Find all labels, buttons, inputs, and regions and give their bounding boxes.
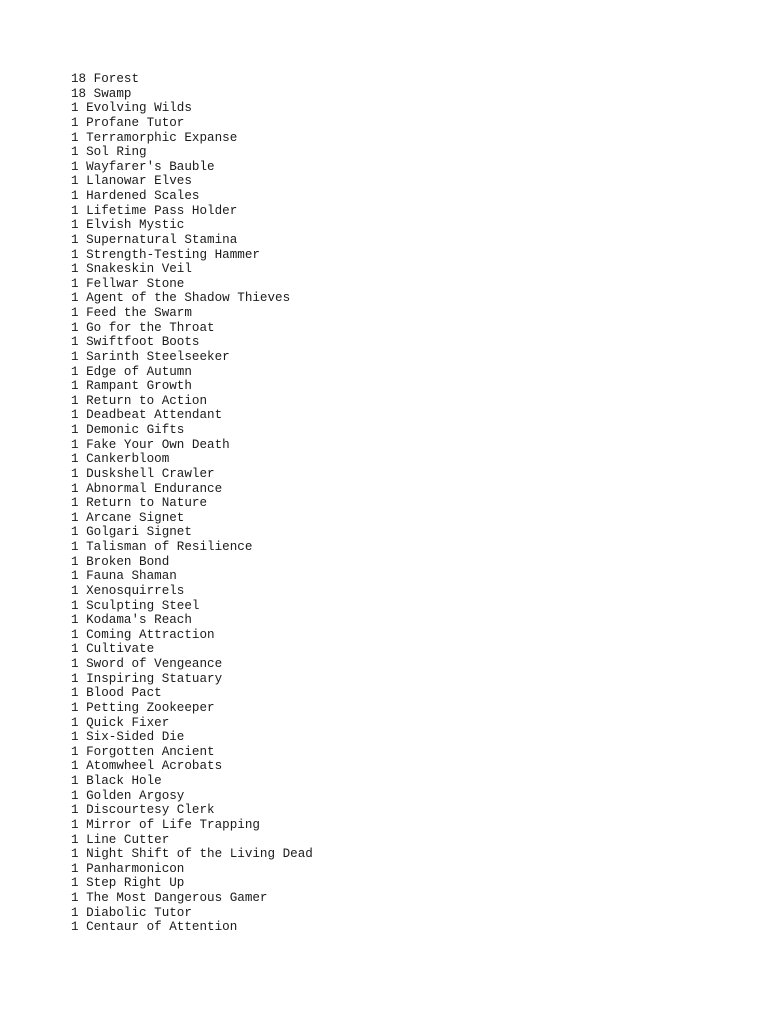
document-page — [71, 72, 751, 935]
deck-line: 1 Sol Ring — [71, 145, 147, 160]
deck-line: 1 Cankerbloom — [71, 452, 170, 467]
deck-line: 1 Sarinth Steelseeker — [71, 349, 230, 364]
deck-line: 1 Hardened Scales — [71, 189, 200, 203]
deck-line: 18 Swamp — [71, 86, 132, 101]
deck-line: 1 Deadbeat Attendant — [71, 408, 223, 423]
deck-line: 1 Line Cutter — [71, 832, 170, 847]
deck-line: 1 Return to Nature — [71, 496, 208, 511]
deck-line: 1 Diabolic Tutor — [71, 905, 192, 920]
deck-line: 1 Evolving Wilds — [71, 101, 192, 116]
deck-line: 1 Elvish Mystic — [71, 218, 185, 233]
deck-line: 1 Supernatural Stamina — [71, 232, 238, 247]
deck-line: 1 Profane Tutor — [71, 115, 185, 130]
deck-line: 1 Petting Zookeeper — [71, 700, 215, 715]
deck-line: 1 Fellwar Stone — [71, 276, 185, 291]
deck-line: 1 Step Right Up — [71, 876, 185, 891]
deck-line: 1 Night Shift of the Living Dead — [71, 847, 313, 862]
deck-line: 1 The Most Dangerous Gamer — [71, 891, 268, 905]
deck-line: 1 Atomwheel Acrobats — [71, 759, 223, 774]
deck-list — [71, 72, 751, 935]
deck-line: 1 Strength-Testing Hammer — [71, 247, 260, 262]
deck-line: 1 Edge of Autumn — [71, 364, 192, 379]
deck-line: 1 Black Hole — [71, 774, 162, 788]
deck-line: 1 Llanowar Elves — [71, 174, 192, 189]
deck-line: 1 Fauna Shaman — [71, 569, 177, 584]
deck-line: 1 Cultivate — [71, 642, 155, 657]
deck-line: 1 Feed the Swarm — [71, 306, 192, 320]
deck-line: 1 Swiftfoot Boots — [71, 335, 200, 350]
deck-line: 1 Snakeskin Veil — [71, 262, 192, 277]
deck-line: 1 Return to Action — [71, 393, 208, 408]
deck-line: 1 Go for the Throat — [71, 320, 215, 335]
deck-line: 1 Fake Your Own Death — [71, 437, 230, 452]
deck-line: 1 Lifetime Pass Holder — [71, 203, 238, 218]
deck-line: 1 Agent of the Shadow Thieves — [71, 291, 291, 306]
deck-line: 1 Sword of Vengeance — [71, 657, 223, 671]
deck-line: 1 Quick Fixer — [71, 715, 170, 730]
deck-line: 1 Discourtesy Clerk — [71, 803, 215, 818]
deck-line: 1 Coming Attraction — [71, 627, 215, 642]
deck-line: 1 Six-Sided Die — [71, 730, 185, 745]
deck-line: 1 Centaur of Attention — [71, 920, 238, 935]
deck-line: 1 Xenosquirrels — [71, 583, 185, 598]
deck-line: 1 Golgari Signet — [71, 525, 192, 540]
deck-line: 1 Demonic Gifts — [71, 423, 185, 437]
deck-line: 1 Rampant Growth — [71, 379, 192, 394]
deck-line: 18 Forest — [71, 72, 140, 86]
deck-line: 1 Forgotten Ancient — [71, 744, 215, 759]
deck-line: 1 Broken Bond — [71, 554, 170, 569]
deck-line: 1 Sculpting Steel — [71, 598, 200, 613]
deck-line: 1 Wayfarer's Bauble — [71, 159, 215, 174]
deck-line: 1 Panharmonicon — [71, 861, 185, 876]
deck-line: 1 Terramorphic Expanse — [71, 130, 238, 145]
deck-line: 1 Inspiring Statuary — [71, 671, 223, 686]
deck-line: 1 Duskshell Crawler — [71, 466, 215, 481]
deck-line: 1 Blood Pact — [71, 686, 162, 701]
deck-line: 1 Kodama's Reach — [71, 613, 192, 628]
deck-line: 1 Talisman of Resilience — [71, 540, 253, 554]
deck-line: 1 Arcane Signet — [71, 510, 185, 525]
deck-line: 1 Abnormal Endurance — [71, 481, 223, 496]
deck-line: 1 Mirror of Life Trapping — [71, 817, 260, 832]
deck-line: 1 Golden Argosy — [71, 788, 185, 803]
